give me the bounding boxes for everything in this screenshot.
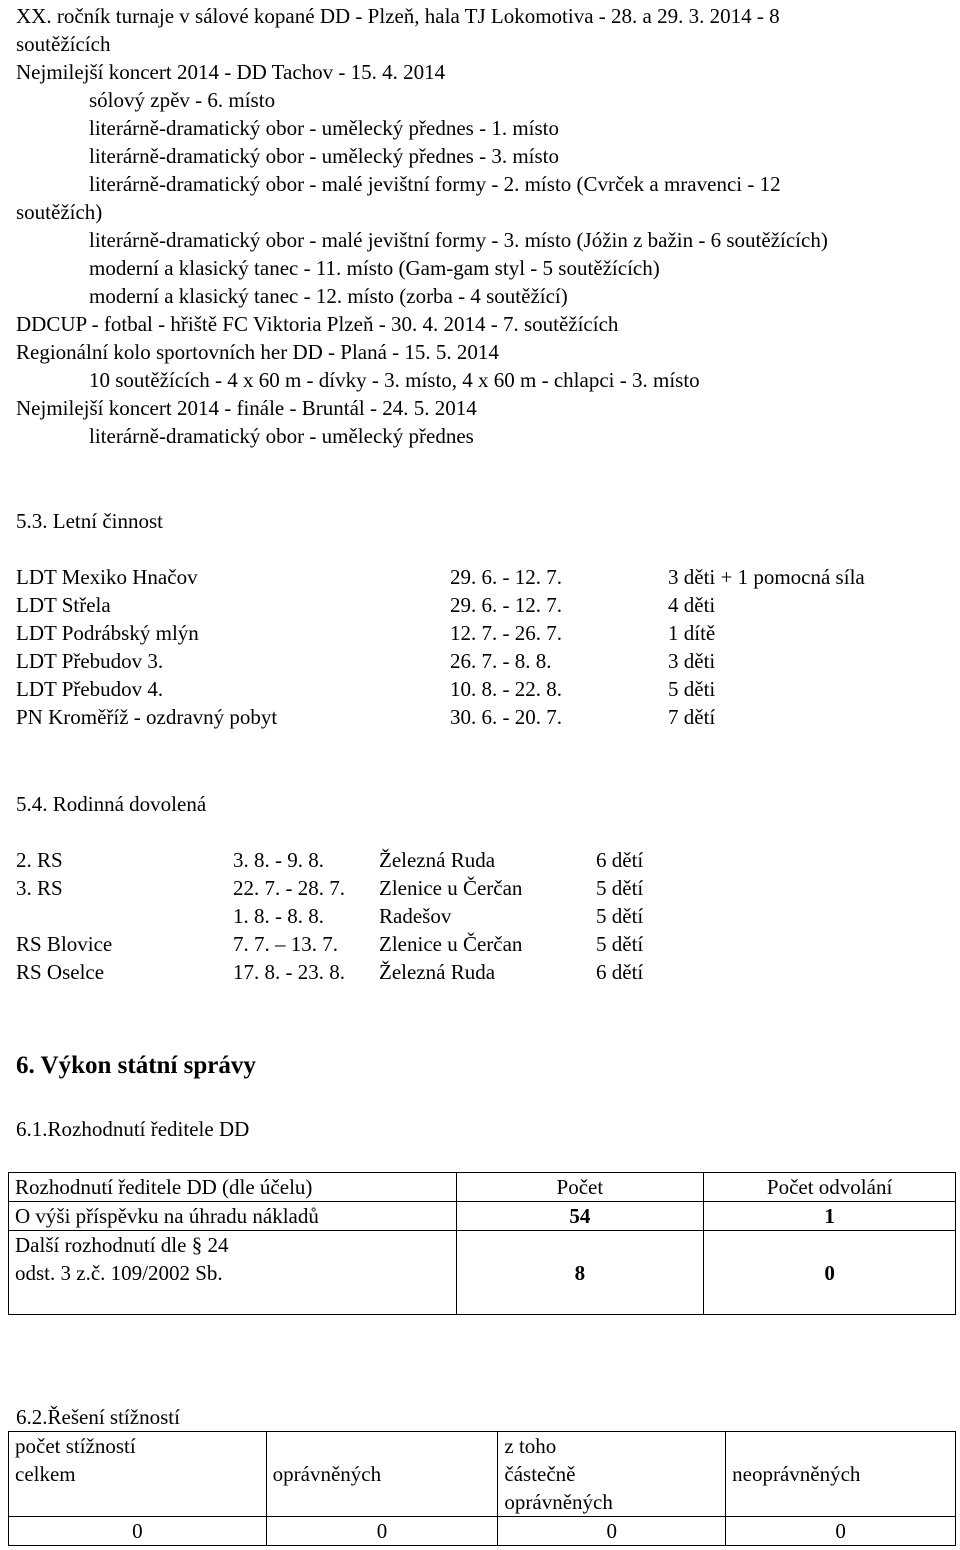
complaints-header-cell bbox=[726, 1432, 956, 1517]
summer-dates: 10. 8. - 22. 8. bbox=[450, 677, 562, 701]
family-group: 2. RS bbox=[16, 848, 63, 872]
decisions-header-cell: Počet odvolání bbox=[704, 1173, 956, 1202]
summer-count: 7 dětí bbox=[668, 705, 716, 729]
complaints-cell: 0 bbox=[266, 1517, 498, 1546]
family-count: 5 dětí bbox=[596, 876, 644, 900]
complaints-cell: 0 bbox=[9, 1517, 267, 1546]
summer-camp: LDT Mexiko Hnačov bbox=[16, 565, 198, 589]
family-group: RS Oselce bbox=[16, 960, 105, 984]
decisions-cell-line: Další rozhodnutí dle § 24 bbox=[15, 1233, 229, 1257]
activity-line: literárně-dramatický obor - umělecký přednes bbox=[89, 424, 474, 448]
complaints-header-row bbox=[9, 1432, 956, 1517]
decisions-header-cell: Rozhodnutí ředitele DD (dle účelu) bbox=[9, 1173, 457, 1202]
activity-line: soutěžích) bbox=[16, 200, 103, 224]
summer-count: 5 děti bbox=[668, 677, 716, 701]
summer-dates: 12. 7. - 26. 7. bbox=[450, 621, 562, 645]
family-dates: 7. 7. – 13. 7. bbox=[233, 932, 338, 956]
complaints-header-line: počet stížností bbox=[15, 1434, 136, 1458]
family-place: Železná Ruda bbox=[379, 848, 496, 872]
summer-dates: 26. 7. - 8. 8. bbox=[450, 649, 552, 673]
complaints-header-cell bbox=[498, 1432, 726, 1517]
decisions-cell: 0 bbox=[704, 1231, 956, 1315]
activity-line: moderní a klasický tanec - 12. místo (zorba - 4 soutěžící) bbox=[89, 284, 568, 308]
activity-line: literárně-dramatický obor - umělecký přednes - 3. místo bbox=[89, 144, 559, 168]
family-place: Radešov bbox=[379, 904, 452, 928]
complaints-header-line: oprávněných bbox=[272, 1462, 382, 1486]
activity-line: DDCUP - fotbal - hřiště FC Viktoria Plzeň - 30. 4. 2014 - 7. soutěžících bbox=[16, 312, 619, 336]
complaints-header-cell bbox=[9, 1432, 267, 1517]
complaints-cell: 0 bbox=[726, 1517, 956, 1546]
summer-count: 1 dítě bbox=[668, 621, 716, 645]
family-dates: 1. 8. - 8. 8. bbox=[233, 904, 324, 928]
activity-line: soutěžících bbox=[16, 32, 111, 56]
decisions-header-cell: Počet bbox=[456, 1173, 704, 1202]
decisions-cell: 1 bbox=[704, 1202, 956, 1231]
complaints-header-line: celkem bbox=[15, 1462, 76, 1486]
family-place: Zlenice u Čerčan bbox=[379, 876, 523, 900]
family-count: 5 dětí bbox=[596, 904, 644, 928]
decisions-table bbox=[8, 1172, 956, 1315]
activity-line: moderní a klasický tanec - 11. místo (Gam-gam styl - 5 soutěžících) bbox=[89, 256, 660, 280]
summer-camp: LDT Přebudov 4. bbox=[16, 677, 164, 701]
summer-camp: PN Kroměříž - ozdravný pobyt bbox=[16, 705, 278, 729]
family-count: 6 dětí bbox=[596, 848, 644, 872]
summer-camp: LDT Přebudov 3. bbox=[16, 649, 164, 673]
complaints-cell: 0 bbox=[498, 1517, 726, 1546]
activity-line: Regionální kolo sportovních her DD - Planá - 15. 5. 2014 bbox=[16, 340, 499, 364]
decisions-row bbox=[9, 1231, 956, 1315]
subsection-title-decisions: 6.1.Rozhodnutí ředitele DD bbox=[16, 1117, 250, 1141]
activity-line: Nejmilejší koncert 2014 - finále - Bruntál - 24. 5. 2014 bbox=[16, 396, 477, 420]
complaints-row bbox=[9, 1517, 956, 1546]
activity-line: XX. ročník turnaje v sálové kopané DD - Plzeň, hala TJ Lokomotiva - 28. a 29. 3. 2014 - 8 bbox=[16, 4, 780, 28]
complaints-header-line: částečně bbox=[504, 1462, 576, 1486]
activity-line: Nejmilejší koncert 2014 - DD Tachov - 15. 4. 2014 bbox=[16, 60, 446, 84]
summer-count: 4 děti bbox=[668, 593, 716, 617]
summer-camp: LDT Střela bbox=[16, 593, 111, 617]
activity-line: literárně-dramatický obor - umělecký přednes - 1. místo bbox=[89, 116, 559, 140]
complaints-table bbox=[8, 1431, 956, 1546]
complaints-header-line: neoprávněných bbox=[732, 1462, 861, 1486]
summer-count: 3 děti + 1 pomocná síla bbox=[668, 565, 865, 589]
subsection-title-complaints: 6.2.Řešení stížností bbox=[16, 1405, 180, 1429]
family-dates: 3. 8. - 9. 8. bbox=[233, 848, 324, 872]
decisions-cell: 8 bbox=[456, 1231, 704, 1315]
decisions-row bbox=[9, 1202, 956, 1231]
complaints-header-line: oprávněných bbox=[504, 1490, 613, 1514]
section-heading-state: 6. Výkon státní správy bbox=[16, 1052, 256, 1079]
complaints-header-cell bbox=[266, 1432, 498, 1517]
decisions-cell-line: odst. 3 z.č. 109/2002 Sb. bbox=[15, 1261, 223, 1285]
activity-line: literárně-dramatický obor - malé jevištní formy - 3. místo (Jóžin z bažin - 6 soutěžících) bbox=[89, 228, 828, 252]
decisions-cell: O výši příspěvku na úhradu nákladů bbox=[9, 1202, 457, 1231]
family-count: 5 dětí bbox=[596, 932, 644, 956]
activity-line: sólový zpěv - 6. místo bbox=[89, 88, 276, 112]
decisions-cell: 54 bbox=[456, 1202, 704, 1231]
family-group: 3. RS bbox=[16, 876, 63, 900]
activity-line: 10 soutěžících - 4 x 60 m - dívky - 3. místo, 4 x 60 m - chlapci - 3. místo bbox=[89, 368, 700, 392]
family-dates: 17. 8. - 23. 8. bbox=[233, 960, 345, 984]
complaints-header-line: z toho bbox=[504, 1434, 557, 1458]
family-group: RS Blovice bbox=[16, 932, 113, 956]
family-count: 6 dětí bbox=[596, 960, 644, 984]
summer-dates: 30. 6. - 20. 7. bbox=[450, 705, 562, 729]
family-place: Železná Ruda bbox=[379, 960, 496, 984]
activity-line: literárně-dramatický obor - malé jevištní formy - 2. místo (Cvrček a mravenci - 12 bbox=[89, 172, 781, 196]
family-dates: 22. 7. - 28. 7. bbox=[233, 876, 345, 900]
decisions-cell bbox=[9, 1231, 457, 1315]
summer-dates: 29. 6. - 12. 7. bbox=[450, 565, 562, 589]
family-place: Zlenice u Čerčan bbox=[379, 932, 523, 956]
summer-count: 3 děti bbox=[668, 649, 716, 673]
decisions-header-row bbox=[9, 1173, 956, 1202]
summer-dates: 29. 6. - 12. 7. bbox=[450, 593, 562, 617]
summer-camp: LDT Podrábský mlýn bbox=[16, 621, 199, 645]
section-title-family: 5.4. Rodinná dovolená bbox=[16, 792, 207, 816]
section-title-summer: 5.3. Letní činnost bbox=[16, 509, 163, 533]
